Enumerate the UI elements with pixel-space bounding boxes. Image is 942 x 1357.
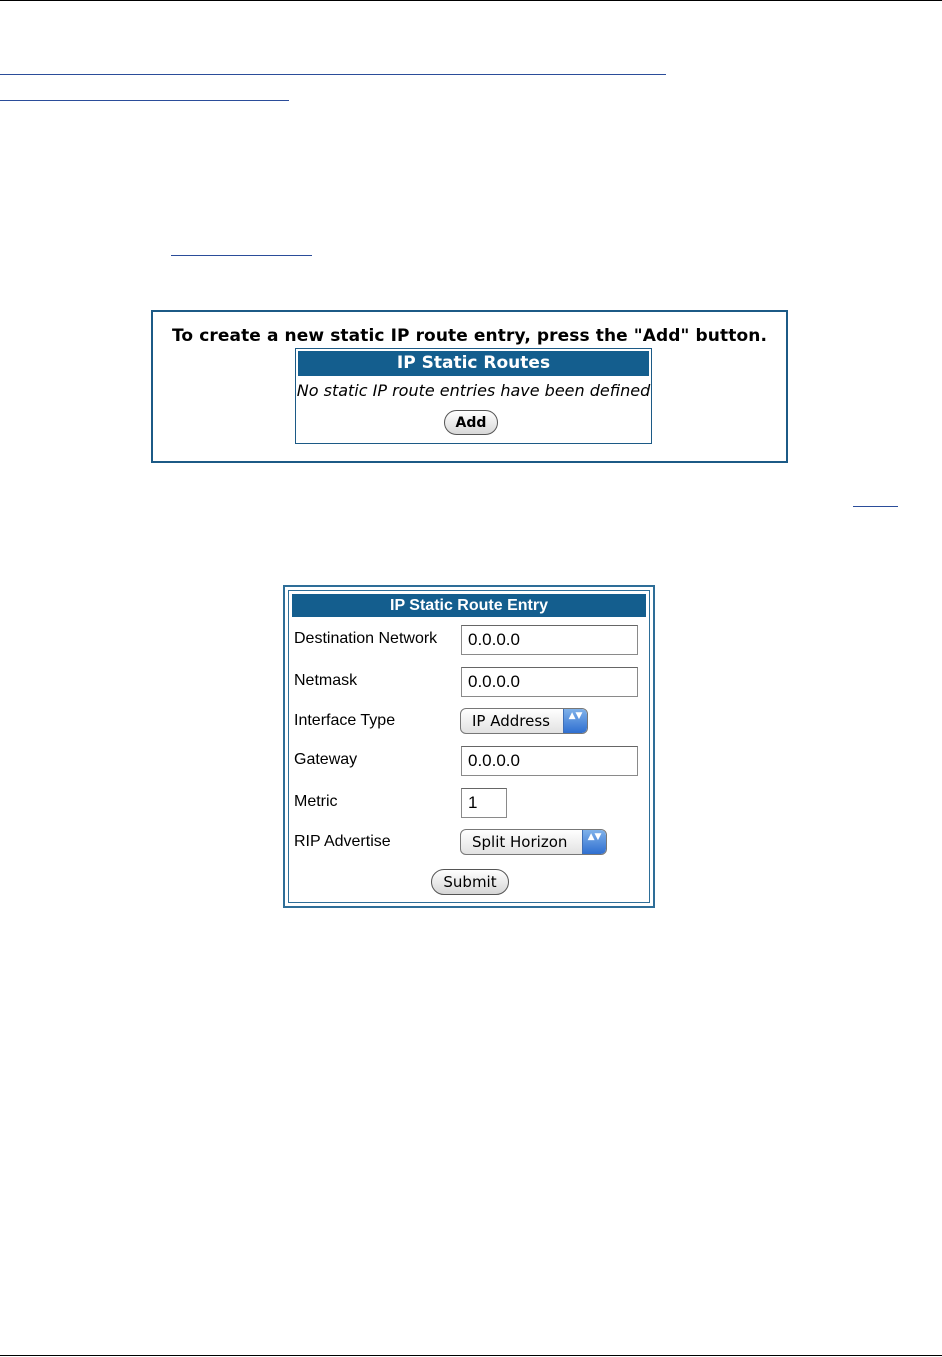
interface-type-label: Interface Type — [294, 712, 396, 729]
select-arrows-icon: ▲▼ — [582, 830, 606, 854]
destination-network-label: Destination Network — [294, 630, 438, 647]
bottom-rule — [0, 1355, 942, 1356]
panel-caption: To create a new static IP route entry, press the "Add" button. — [171, 326, 767, 346]
static-routes-title: IP Static Routes — [298, 351, 649, 376]
top-rule — [0, 0, 942, 1]
route-entry-panel — [283, 585, 655, 908]
right-link-underline[interactable] — [853, 506, 898, 507]
route-entry-form — [288, 590, 650, 903]
interface-type-value: IP Address — [472, 712, 550, 730]
metric-input[interactable]: 1 — [461, 788, 507, 818]
submit-button[interactable]: Submit — [431, 869, 509, 895]
header-link-underline-1[interactable] — [0, 74, 666, 75]
static-routes-table — [295, 348, 652, 444]
netmask-input[interactable]: 0.0.0.0 — [461, 667, 638, 697]
route-entry-title: IP Static Route Entry — [292, 594, 646, 617]
header-link-underline-2[interactable] — [0, 100, 289, 101]
inline-link-underline[interactable] — [171, 255, 312, 256]
destination-network-input[interactable]: 0.0.0.0 — [461, 625, 638, 655]
gateway-label: Gateway — [294, 751, 358, 768]
select-arrows-icon: ▲▼ — [563, 709, 587, 733]
static-routes-panel — [151, 310, 788, 463]
netmask-label: Netmask — [294, 672, 358, 689]
add-route-button[interactable]: Add — [444, 410, 498, 435]
interface-type-select[interactable] — [460, 708, 588, 734]
metric-label: Metric — [294, 793, 338, 810]
rip-advertise-select[interactable] — [460, 829, 607, 855]
empty-routes-message: No static IP route entries have been defined — [296, 381, 651, 400]
rip-advertise-label: RIP Advertise — [294, 833, 391, 850]
rip-advertise-value: Split Horizon — [472, 833, 568, 851]
gateway-input[interactable]: 0.0.0.0 — [461, 746, 638, 776]
